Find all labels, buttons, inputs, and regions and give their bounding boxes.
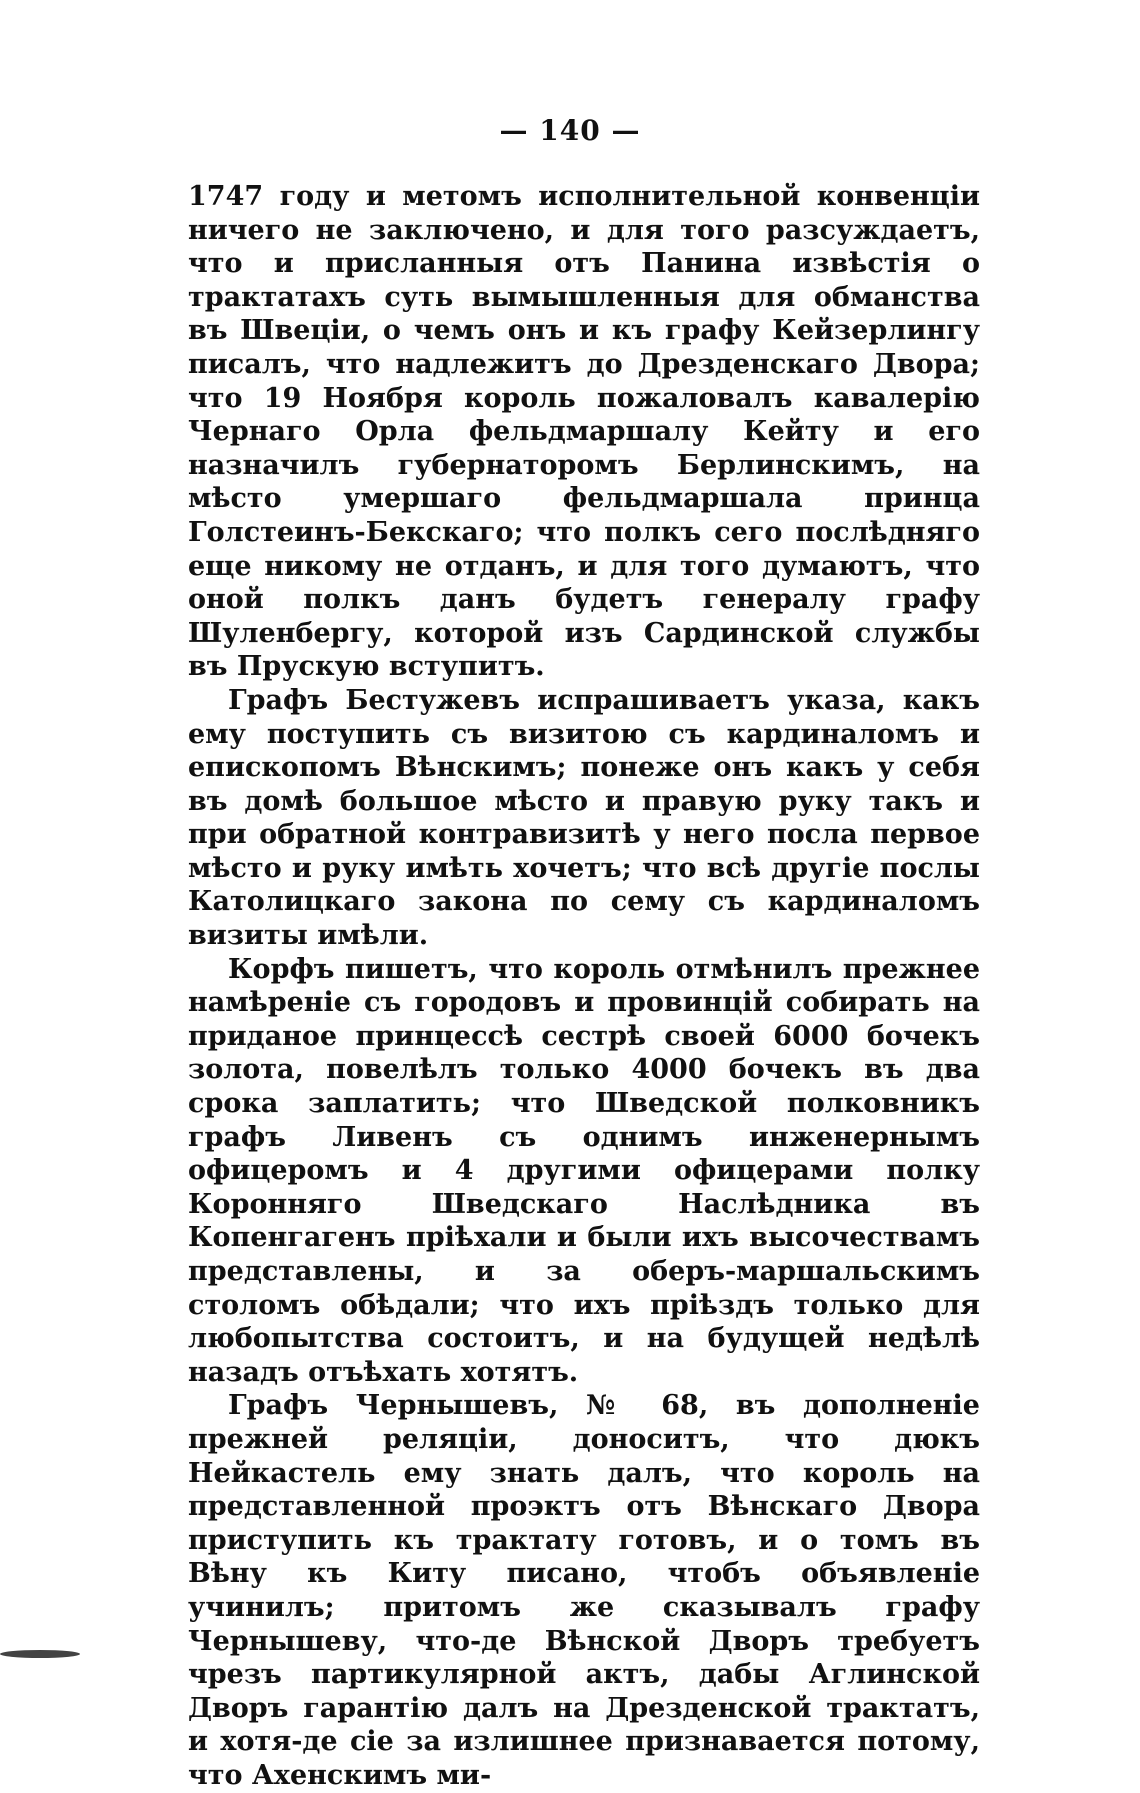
paragraph-3: Корфъ пишетъ, что король отмѣнилъ прежнее намѣреніе съ городовъ и провинцій собирать на приданое принцессѣ сестрѣ своей 6000 бочекъ золота, повелѣлъ только 4000 бочекъ въ два срока заплатить; что Шведской полковникъ графъ Ливенъ съ однимъ инженернымъ офицеромъ и 4 другими офицерами полку Коронняго Шведскаго Наслѣдника въ Копенгагенъ пріѣхали и были ихъ высочествамъ представлены, и за оберъ-маршальскимъ столомъ обѣдали; что ихъ пріѣздъ только для любопытства состоитъ, и на будущей недѣлѣ назадъ отъѣхать хотятъ. [188,953,980,1388]
scan-edge-mark [0,1650,80,1658]
paragraph-2: Графъ Бестужевъ испрашиваетъ указа, какъ ему поступить съ визитою съ кардиналомъ и епископомъ Вѣнскимъ; понеже онъ какъ у себя въ домѣ большое мѣсто и правую руку такъ и при обратной контравизитѣ у него посла первое мѣсто и руку имѣть хочетъ; что всѣ другіе послы Католицкаго закона по сему съ кардиналомъ визиты имѣли. [188,684,980,952]
paragraph-4: Графъ Чернышевъ, № 68, въ дополненіе прежней реляціи, доноситъ, что дюкъ Нейкастель ему знать далъ, что король на представленной проэктъ отъ Вѣнскаго Двора приступить къ трактату готовъ, и о томъ въ Вѣну къ Киту писано, чтобъ объявленіе учинилъ; притомъ же сказывалъ графу Чернышеву, что-де Вѣнской Дворъ требуетъ чрезъ партикулярной актъ, дабы Аглинской Дворъ гарантію далъ на Дрезденской трактатъ, и хотя-де сіе за излишнее признавается потому, что Ахенскимъ ми- [188,1390,980,1791]
page-number: — 140 — [499,114,641,147]
body-text [188,180,980,1793]
paragraph-1: 1747 году и метомъ исполнительной конвенціи ничего не заключено, и для того разсуждаетъ, что и присланныя отъ Панина извѣстія о трактатахъ суть вымышленныя для обманства въ Швеціи, о чемъ онъ и къ графу Кейзерлингу писалъ, что надлежитъ до Дрезденскаго Двора; что 19 Ноября король пожаловалъ кавалерію Чернаго Орла фельдмаршалу Кейту и его назначилъ губернаторомъ Берлинскимъ, на мѣсто умершаго фельдмаршала принца Голстеинъ-Бекскаго; что полкъ сего послѣдняго еще никому не отданъ, и для того думаютъ, что оной полкъ данъ будетъ генералу графу Шуленбергу, которой изъ Сардинской службы въ Прускую вступитъ. [188,181,980,683]
